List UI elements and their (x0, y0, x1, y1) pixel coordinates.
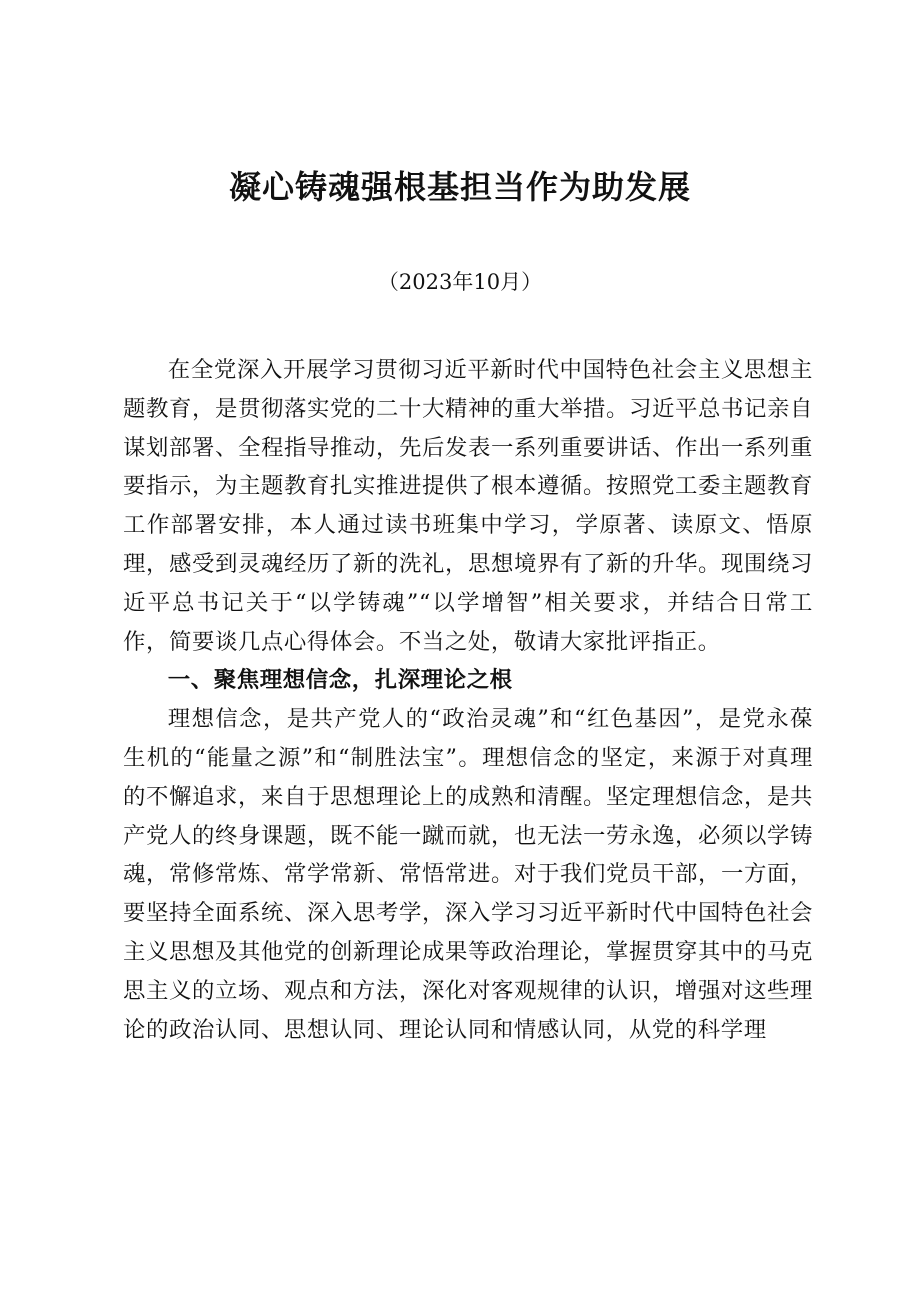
document-date: （2023年10月） (377, 270, 543, 294)
document-body (123, 351, 813, 1049)
section-1-paragraph: 理想信念，是共产党人的“政治灵魂”和“红色基因”，是党永葆生机的“能量之源”和“制胜法宝”。理想信念的坚定，来源于对真理的不懈追求，来自于思想理论上的成熟和清醒。坚定理想信念，是共产党人的终身课题，既不能一蹴而就，也无法一劳永逸，必须以学铸魂，常修常炼、常学常新、常悟常进。对于我们党员干部，一方面，要坚持全面系统、深入思考学，深入学习习近平新时代中国特色社会主义思想及其他党的创新理论成果等政治理论，掌握贯穿其中的马克思主义的立场、观点和方法，深化对客观规律的认识，增强对这些理论的政治认同、思想认同、理论认同和情感认同，从党的科学理 (123, 706, 813, 1043)
section-1-heading: 一、聚焦理想信念，扎深理论之根 (167, 667, 513, 694)
intro-paragraph: 在全党深入开展学习贯彻习近平新时代中国特色社会主义思想主题教育，是贯彻落实党的二十大精神的重大举措。习近平总书记亲自谋划部署、全程指导推动，先后发表一系列重要讲话、作出一系列重要指示，为主题教育扎实推进提供了根本遵循。按照党工委主题教育工作部署安排，本人通过读书班集中学习，学原著、读原文、悟原理，感受到灵魂经历了新的洗礼，思想境界有了新的升华。现围绕习近平总书记关于“以学铸魂”“以学增智”相关要求，并结合日常工作，简要谈几点心得体会。不当之处，敬请大家批评指正。 (123, 357, 813, 655)
document-title: 凝心铸魂强根基担当作为助发展 (228, 168, 691, 206)
